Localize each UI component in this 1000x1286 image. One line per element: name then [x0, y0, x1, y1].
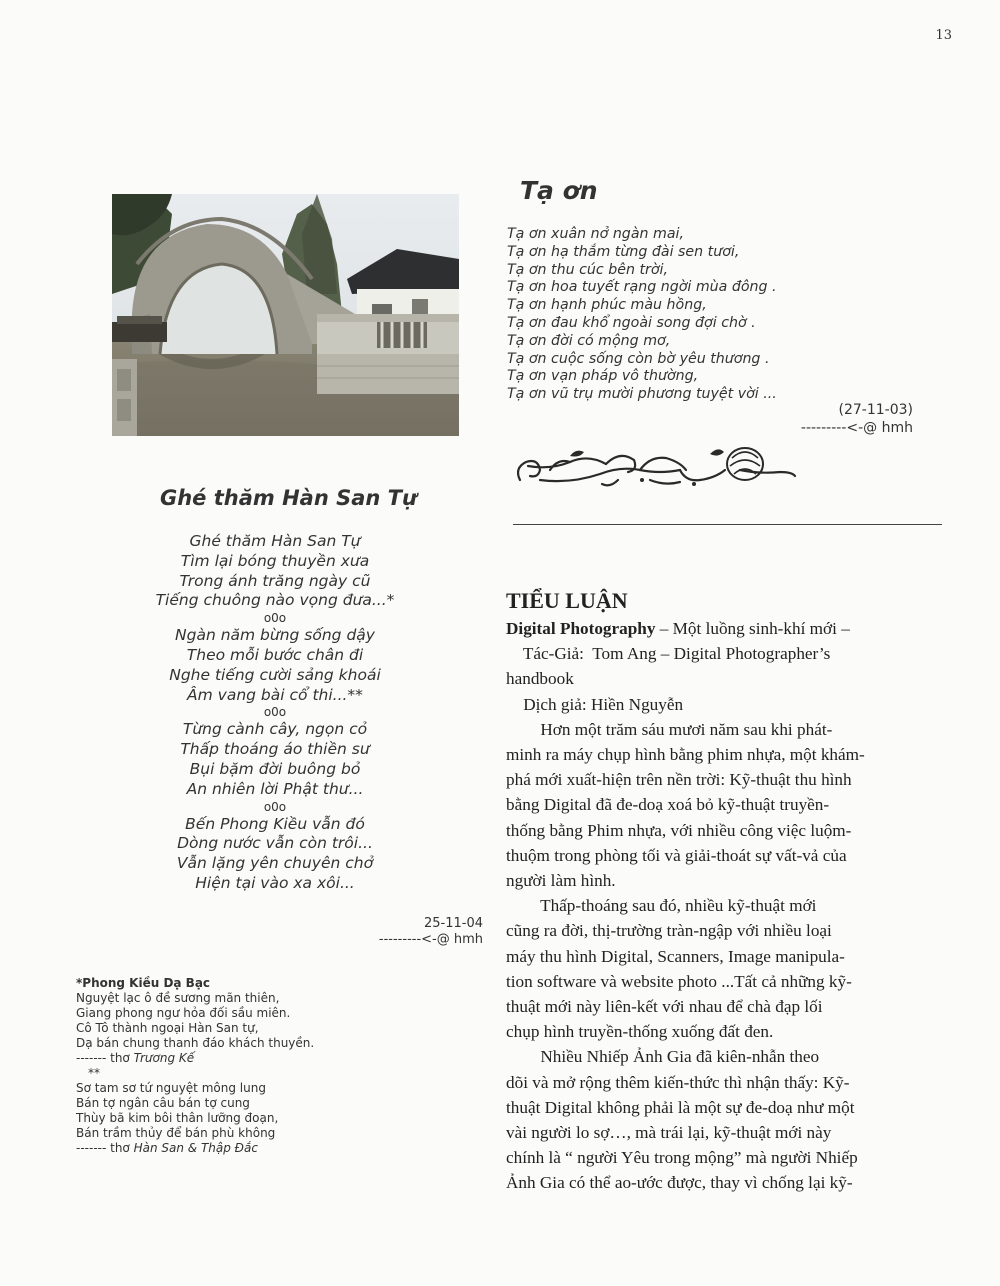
flourish-ornament-icon: [510, 440, 800, 496]
stanza-separator: o0o: [263, 705, 287, 720]
poem-right-title: Tạ ơn: [520, 176, 598, 205]
footnote-line: Bán trầm thủy để bán phù không: [76, 1126, 276, 1140]
credit-prefix: ------- thơ: [76, 1141, 134, 1155]
essay-line: người làm hình.: [506, 871, 616, 891]
poem-line: Tạ ơn vạn pháp vô thường,: [507, 368, 699, 385]
essay-line: thuộm trong phòng tối và giải-thoát sự vất-vả của: [506, 845, 847, 865]
essay-line: minh ra máy chụp hình bằng phim nhựa, một khám-: [506, 745, 865, 765]
poem-line: Ghé thăm Hàn San Tự: [189, 532, 361, 550]
poem-line: Bụi bặm đời buông bỏ: [189, 759, 361, 778]
poem-line: Tạ ơn đời có mộng mơ,: [507, 332, 671, 349]
poem-line: An nhiên lời Phật thư...: [186, 779, 364, 798]
essay-line: Tác-Giả: Tom Ang – Digital Photographer’s: [506, 644, 831, 664]
section-divider: [513, 524, 942, 525]
bridge-photo: [112, 194, 459, 436]
essay-line: chụp hình truyền-thống xuống đất đen.: [506, 1022, 774, 1042]
poem-line: Tiếng chuông nào vọng đưa...*: [155, 591, 395, 610]
page-number: 13: [935, 28, 952, 43]
footnote-line: Thùy bã kim bôi thân lưỡng đoạn,: [76, 1111, 279, 1125]
poem-line: Trong ánh trăng ngày cũ: [179, 571, 371, 590]
poem-line: Tạ ơn thu cúc bên trời,: [507, 261, 668, 278]
poem-line: Âm vang bài cổ thi...**: [187, 685, 363, 704]
poem-left-body: [120, 532, 430, 894]
essay-line: phá mới xuất-hiện trên nền trời: Kỹ-thuật thu hình: [506, 770, 852, 790]
footnote-credit: [76, 1051, 376, 1066]
poem-line: Ngàn năm bừng sống dậy: [175, 626, 375, 645]
essay-line: chính là “ người Yêu trong mộng” mà người Nhiếp: [506, 1148, 858, 1168]
essay-line: handbook: [506, 669, 574, 689]
essay-section-title: TIỂU LUẬN: [506, 588, 628, 613]
footnote-stars: **: [88, 1066, 100, 1080]
poem-line: Tạ ơn cuộc sống còn bờ yêu thương .: [507, 350, 770, 367]
essay-subtitle: [506, 616, 918, 641]
essay-subtitle-rest: – Một luồng sinh-khí mới –: [655, 619, 850, 638]
poem-line: Tạ ơn vũ trụ mười phương tuyệt vời ...: [507, 386, 777, 403]
poem-right-signature: ---------<-@ hmh: [800, 420, 913, 436]
credit-prefix: ------- thơ: [76, 1051, 134, 1065]
footnote-line: Sơ tam sơ tứ nguyệt mông lung: [76, 1081, 266, 1095]
essay-line: dõi và mở rộng thêm kiến-thức thì nhận thấy: Kỹ-: [506, 1072, 850, 1092]
poem-line: Nghe tiếng cười sảng khoái: [169, 665, 381, 684]
essay-line: vài người lo sợ…, mà trái lại, kỹ-thuật mới này: [506, 1123, 832, 1143]
essay-line: Hơn một trăm sáu mươi năm sau khi phát-: [506, 719, 833, 739]
poem-right-date: (27-11-03): [838, 402, 913, 418]
essay-line: bằng Digital đã đe-doạ xoá bỏ kỹ-thuật truyền-: [506, 795, 830, 815]
essay-line: Ảnh Gia có thể ao-ước được, thay vì chống lại kỹ-: [506, 1173, 853, 1193]
poem-line: Tìm lại bóng thuyền xưa: [180, 551, 370, 570]
essay-line: Dịch giả: Hiền Nguyễn: [506, 694, 684, 714]
poem-line: Vẫn lặng yên chuyên chở: [176, 854, 374, 873]
essay-line: thuật Digital không phải là một sự đe-doạ như một: [506, 1097, 855, 1117]
essay-line: Nhiều Nhiếp Ảnh Gia đã kiên-nhẫn theo: [506, 1047, 820, 1067]
footnote-line: Bán tợ ngân câu bán tợ cung: [76, 1096, 250, 1110]
poem-left-signature: ---------<-@ hmh: [378, 932, 483, 947]
essay-subtitle-bold: Digital Photography: [506, 619, 656, 638]
essay-line: máy thu hình Digital, Scanners, Image manipula-: [506, 946, 845, 966]
footnote-line: Nguyệt lạc ô đề sương mãn thiên,: [76, 991, 280, 1005]
poem-line: Dòng nước vẫn còn trôi...: [177, 834, 373, 853]
poem-line: Tạ ơn hoa tuyết rạng ngời mùa đông .: [507, 279, 777, 296]
essay-line: thuật mới này liên-kết với nhau để chà đạp lối: [506, 997, 823, 1017]
footnote-credit: [76, 1141, 376, 1156]
footnote-line: Cô Tô thành ngoại Hàn San tự,: [76, 1021, 259, 1035]
poem-left-title: Ghé thăm Hàn San Tự: [160, 486, 417, 510]
footnote-line: Giang phong ngư hỏa đối sầu miên.: [76, 1006, 291, 1020]
poem-line: Tạ ơn xuân nở ngàn mai,: [507, 226, 684, 242]
credit-author: Trương Kế: [133, 1051, 195, 1065]
poem-line: Theo mỗi bước chân đi: [186, 645, 364, 664]
poem-line: Bến Phong Kiều vẫn đó: [185, 814, 365, 833]
credit-author: Hàn San & Thập Đắc: [133, 1141, 258, 1155]
poem-line: Thấp thoáng áo thiền sư: [180, 740, 370, 759]
footnote-line: Dạ bán chung thanh đáo khách thuyền.: [76, 1036, 315, 1050]
footnote-title: *Phong Kiều Dạ Bạc: [76, 976, 211, 990]
poem-left-date: 25-11-04: [423, 916, 483, 931]
poem-line: Tạ ơn hạ thắm từng đài sen tươi,: [507, 243, 740, 260]
poem-right-body: [507, 226, 927, 404]
essay-line: cũng ra đời, thị-trường tràn-ngập với nhiều loại: [506, 921, 832, 941]
essay-line: Thấp-thoáng sau đó, nhiều kỹ-thuật mới: [506, 896, 817, 916]
footnote: [76, 976, 376, 1156]
stanza-separator: o0o: [263, 611, 287, 626]
poem-line: Tạ ơn hạnh phúc màu hồng,: [507, 297, 707, 314]
poem-line: Từng cành cây, ngọn cỏ: [182, 720, 368, 739]
poem-line: Hiện tại vào xa xôi...: [195, 873, 355, 892]
essay-line: tion software và website photo ...Tất cả những kỹ-: [506, 971, 852, 991]
stanza-separator: o0o: [263, 799, 287, 814]
poem-line: Tạ ơn đau khổ ngoài song đợi chờ .: [507, 314, 756, 331]
essay: [506, 588, 918, 1196]
essay-line: thống bằng Phim nhựa, với nhiều công việc luộm-: [506, 820, 852, 840]
